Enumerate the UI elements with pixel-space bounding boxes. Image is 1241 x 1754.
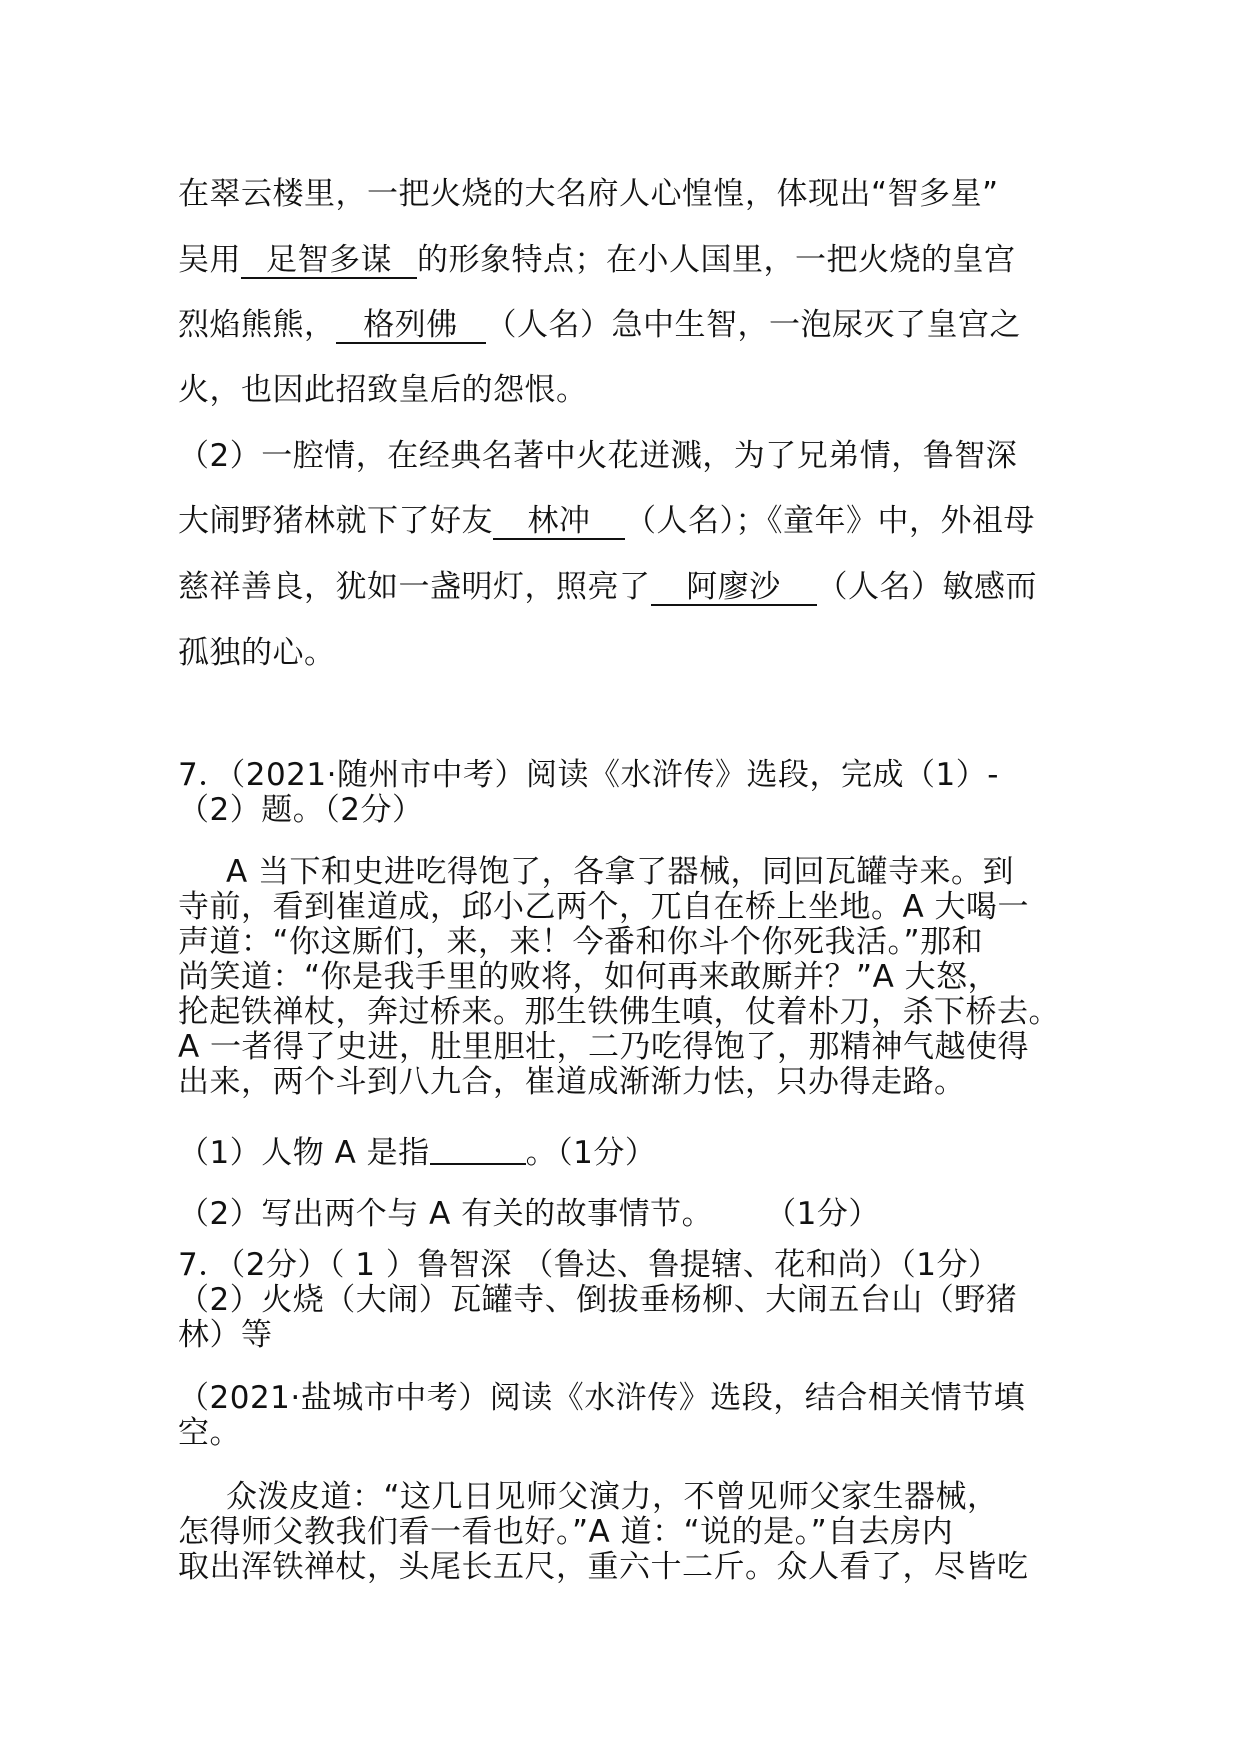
answer-blank: 格列佛 [336,309,486,344]
question-header: 空。 [178,1415,241,1451]
excerpt-line: 出来，两个斗到八九合，崔道成渐渐力怯，只办得走路。 [178,1064,966,1100]
excerpt-line: 尚笑道：“你是我手里的败将，如何再来敢厮并？”A 大怒， [178,959,1000,995]
passage-line: 吴用 足智多谋 的形象特点；在小人国里，一把火烧的皇宫 [178,242,1016,278]
answer-line: 7．（2分）（ 1 ）鲁智深 （鲁达、鲁提辖、花和尚）（1分） [178,1247,1000,1283]
passage-line: 在翠云楼里，一把火烧的大名府人心惶惶，体现出“智多星” [178,176,999,212]
sub-question-1: （1）人物 A 是指 。（1分） [178,1135,657,1171]
answer-blank: 阿廖沙 [651,571,817,606]
question-header: （2）题。（2分） [178,792,424,828]
answer-line: 林）等 [178,1317,273,1353]
excerpt-line: 众泼皮道：“这几日见师父演力，不曾见师父家生器械， [226,1479,999,1515]
excerpt-line: A 一者得了史进，肚里胆壮，二乃吃得饱了，那精神气越使得 [178,1029,1030,1065]
answer-line: （2）火烧（大闹）瓦罐寺、倒拔垂杨柳、大闹五台山（野猪 [178,1282,1018,1318]
question-header: 7．（2021·随州市中考）阅读《水浒传》选段，完成（1）- [178,757,999,793]
excerpt-line: 寺前，看到崔道成，邱小乙两个，兀自在桥上坐地。A 大喝一 [178,889,1030,925]
answer-blank: 林冲 [493,505,625,540]
sub-question-2: （2）写出两个与 A 有关的故事情节。 （1分） [178,1196,880,1232]
passage-line: 大闹野猪林就下了好友 林冲 （人名）；《童年》中，外祖母 [178,503,1035,539]
passage-line: （2）一腔情，在经典名著中火花迸溅，为了兄弟情，鲁智深 [178,438,1018,474]
passage-line: 慈祥善良，犹如一盏明灯，照亮了 阿廖沙 （人名）敏感而 [178,569,1037,605]
excerpt-line: 抡起铁禅杖，奔过桥来。那生铁佛生嗔，仗着朴刀，杀下桥去。 [178,994,1060,1030]
question-header: （2021·盐城市中考）阅读《水浒传》选段，结合相关情节填 [178,1380,1026,1416]
excerpt-line: 怎得师父教我们看一看也好。”A 道：“说的是。”自去房内 [178,1514,954,1550]
passage-line: 孤独的心。 [178,635,336,671]
excerpt-line: 声道：“你这厮们，来，来！今番和你斗个你死我活。”那和 [178,924,984,960]
excerpt-line: A 当下和史进吃得饱了，各拿了器械，同回瓦罐寺来。到 [226,854,1015,890]
answer-blank [430,1135,526,1165]
passage-line: 烈焰熊熊， 格列佛 （人名）急中生智，一泡尿灭了皇宫之 [178,307,1021,343]
excerpt-line: 取出浑铁禅杖，头尾长五尺，重六十二斤。众人看了，尽皆吃 [178,1549,1029,1585]
passage-line: 火，也因此招致皇后的怨恨。 [178,372,588,408]
answer-blank: 足智多谋 [241,244,417,279]
